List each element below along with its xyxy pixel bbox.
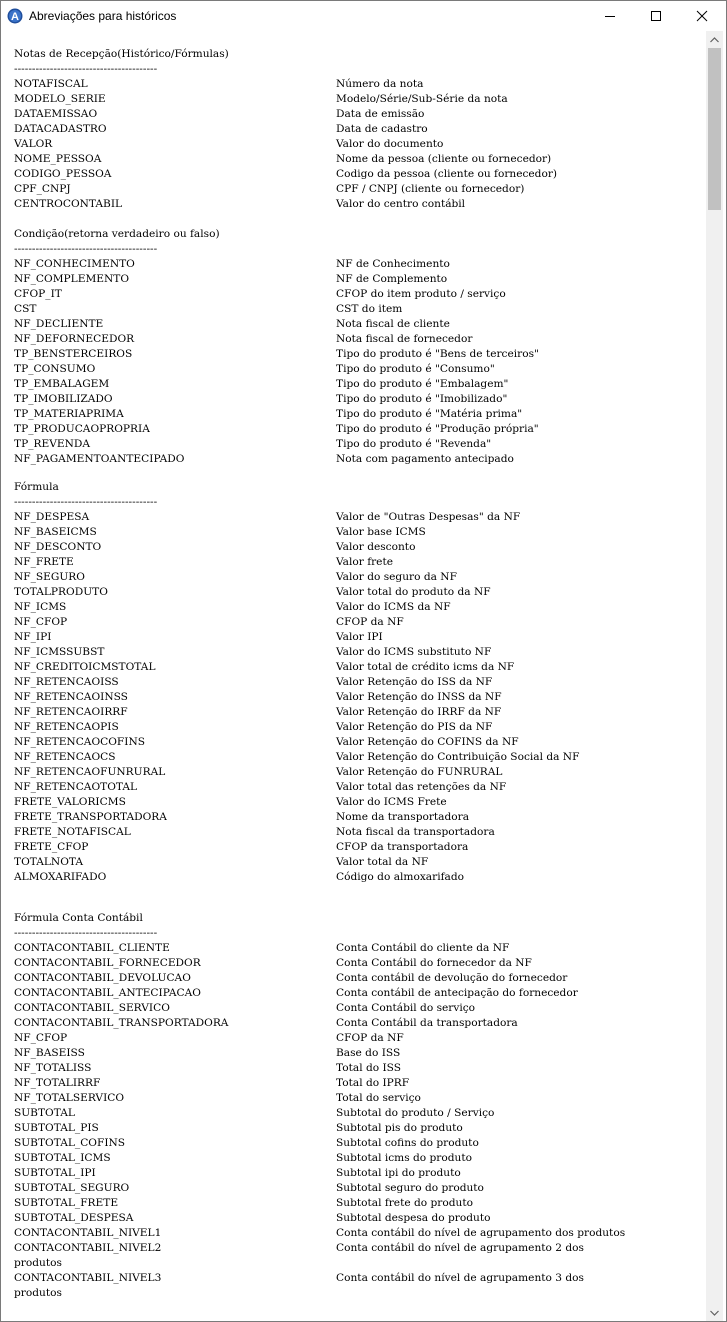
abbreviation-code: NF_ICMSSUBST [14, 646, 105, 658]
abbreviation-description: Nota fiscal de fornecedor [336, 333, 473, 345]
scroll-down-button[interactable] [706, 1304, 723, 1321]
abbreviation-description: Valor do seguro da NF [336, 571, 457, 583]
abbreviation-code: ALMOXARIFADO [14, 871, 107, 883]
abbreviation-code: TP_CONSUMO [14, 363, 96, 375]
abbreviation-description: CFOP da NF [336, 616, 404, 628]
abbreviation-code: NF_RETENCAOFUNRURAL [14, 766, 166, 778]
section-heading: Fórmula Conta Contábil [14, 912, 143, 924]
list-item [14, 1226, 704, 1241]
list-item [14, 810, 704, 825]
abbreviation-description: Subtotal despesa do produto [336, 1212, 491, 1224]
wrapped-rows [14, 1241, 704, 1301]
abbreviation-code: CODIGO_PESSOA [14, 168, 112, 180]
abbreviation-description: Valor Retenção do FUNRURAL [336, 766, 503, 778]
abbreviation-code: CONTACONTABIL_NIVEL1 [14, 1227, 162, 1239]
abbreviation-code: VALOR [14, 138, 53, 150]
list-item [14, 362, 704, 377]
abbreviation-description: Data de emissão [336, 108, 425, 120]
list-item [14, 257, 704, 272]
section-heading: Condição(retorna verdadeiro ou falso) [14, 228, 220, 240]
abbreviation-code: FRETE_TRANSPORTADORA [14, 811, 167, 823]
list-item [14, 1001, 704, 1016]
abbreviation-code: NF_FRETE [14, 556, 74, 568]
list-item [14, 600, 704, 615]
abbreviation-description: Valor IPI [336, 631, 383, 643]
list-item [14, 1061, 704, 1076]
abbreviation-description: Nome da pessoa (cliente ou fornecedor) [336, 153, 552, 165]
abbreviation-code: NF_DECLIENTE [14, 318, 104, 330]
abbreviation-code: NF_TOTALISS [14, 1062, 92, 1074]
abbreviation-code: TP_PRODUCAOPROPRIA [14, 423, 150, 435]
abbreviation-code: NF_SEGURO [14, 571, 85, 583]
abbreviation-code: NF_DESPESA [14, 511, 90, 523]
abbreviation-description: Valor Retenção do INSS da NF [336, 691, 502, 703]
abbreviation-description: Total do ISS [336, 1062, 401, 1074]
abbreviation-description: Tipo do produto é "Consumo" [336, 363, 495, 375]
list-item [14, 1241, 704, 1271]
abbreviation-description: Subtotal pis do produto [336, 1122, 463, 1134]
list-item [14, 92, 704, 107]
list-item [14, 1046, 704, 1061]
abbreviation-code: NF_TOTALSERVICO [14, 1092, 125, 1104]
abbreviation-description: Número da nota [336, 78, 424, 90]
list-item [14, 1211, 704, 1226]
scroll-up-button[interactable] [706, 31, 723, 48]
section-rows [14, 941, 704, 1241]
list-item [14, 167, 704, 182]
list-item [14, 956, 704, 971]
abbreviation-code: SUBTOTAL_IPI [14, 1167, 96, 1179]
abbreviation-description: Valor total de crédito icms da NF [336, 661, 515, 673]
list-item [14, 540, 704, 555]
abbreviation-description: Valor base ICMS [336, 526, 426, 538]
abbreviation-code: TP_MATERIAPRIMA [14, 408, 124, 420]
text-area[interactable] [1, 31, 706, 1321]
list-item [14, 971, 704, 986]
list-item [14, 407, 704, 422]
chevron-down-icon [710, 1310, 719, 1316]
abbreviation-code: CPF_CNPJ [14, 183, 71, 195]
abbreviation-code: MODELO_SERIE [14, 93, 106, 105]
list-item [14, 332, 704, 347]
abbreviation-list [14, 47, 704, 1301]
abbreviation-description: Tipo do produto é "Revenda" [336, 438, 492, 450]
maximize-button[interactable] [633, 1, 679, 31]
abbreviation-code: SUBTOTAL_DESPESA [14, 1212, 134, 1224]
abbreviation-description: Valor do centro contábil [336, 198, 466, 210]
list-item [14, 765, 704, 780]
abbreviation-description: Tipo do produto é "Imobilizado" [336, 393, 508, 405]
list-item [14, 555, 704, 570]
separator-line: ---------------------------------------- [14, 496, 158, 508]
separator-line: ---------------------------------------- [14, 243, 158, 255]
abbreviation-code: NOME_PESSOA [14, 153, 102, 165]
abbreviation-code: SUBTOTAL [14, 1107, 75, 1119]
abbreviation-code: NF_ICMS [14, 601, 67, 613]
list-item [14, 720, 704, 735]
abbreviation-description: Total do serviço [336, 1092, 421, 1104]
list-item [14, 77, 704, 92]
abbreviation-code: TP_IMOBILIZADO [14, 393, 113, 405]
list-item [14, 1196, 704, 1211]
list-item [14, 525, 704, 540]
separator-line: ---------------------------------------- [14, 63, 158, 75]
list-item [14, 437, 704, 452]
section-rows [14, 510, 704, 885]
abbreviation-description: CPF / CNPJ (cliente ou fornecedor) [336, 183, 525, 195]
abbreviation-description: Base do ISS [336, 1047, 401, 1059]
abbreviation-description: CST do item [336, 303, 403, 315]
abbreviation-code: CONTACONTABIL_ANTECIPACAO [14, 987, 201, 999]
list-item [14, 941, 704, 956]
abbreviation-code: NF_RETENCAOCS [14, 751, 116, 763]
list-item [14, 645, 704, 660]
abbreviation-code: NF_DEFORNECEDOR [14, 333, 135, 345]
abbreviation-description: Tipo do produto é "Embalagem" [336, 378, 509, 390]
section-rows [14, 257, 704, 467]
abbreviation-description: Valor do ICMS Frete [336, 796, 447, 808]
abbreviation-code: TP_BENSTERCEIROS [14, 348, 133, 360]
list-item [14, 377, 704, 392]
abbreviation-description: CFOP da transportadora [336, 841, 469, 853]
abbreviation-description: Subtotal do produto / Serviço [336, 1107, 495, 1119]
abbreviation-description: Tipo do produto é "Bens de terceiros" [336, 348, 539, 360]
scroll-thumb[interactable] [708, 48, 721, 210]
list-item [14, 347, 704, 362]
list-item [14, 317, 704, 332]
section-rows [14, 77, 704, 212]
abbreviation-description: Subtotal seguro do produto [336, 1182, 484, 1194]
list-item [14, 855, 704, 870]
close-icon [696, 10, 708, 22]
abbreviation-code: NF_RETENCAOCOFINS [14, 736, 145, 748]
abbreviation-description: Conta Contábil do fornecedor da NF [336, 957, 532, 969]
list-item [14, 1076, 704, 1091]
list-item [14, 302, 704, 317]
abbreviation-description-wrap: produtos [14, 1287, 62, 1299]
abbreviation-code: TP_EMBALAGEM [14, 378, 110, 390]
abbreviation-description: CFOP do item produto / serviço [336, 288, 506, 300]
abbreviation-description: Conta contábil do nível de agrupamento 2 dos [336, 1242, 584, 1254]
abbreviation-description: Codigo da pessoa (cliente ou fornecedor) [336, 168, 558, 180]
list-item [14, 452, 704, 467]
abbreviation-description: Nota fiscal da transportadora [336, 826, 495, 838]
abbreviation-code: NF_CONHECIMENTO [14, 258, 135, 270]
abbreviation-description: Subtotal frete do produto [336, 1197, 473, 1209]
section-heading: Notas de Recepção(Histórico/Fórmulas) [14, 48, 229, 60]
list-item [14, 660, 704, 675]
list-item [14, 705, 704, 720]
window-title: Abreviações para históricos [29, 9, 177, 23]
chevron-up-icon [710, 37, 719, 43]
abbreviation-description: Valor Retenção do Contribuição Social da NF [336, 751, 580, 763]
abbreviation-description: Conta contábil de devolução do fornecedor [336, 972, 568, 984]
abbreviation-code: NF_CFOP [14, 616, 68, 628]
abbreviation-code: CENTROCONTABIL [14, 198, 123, 210]
abbreviation-description: Conta contábil de antecipação do fornecedor [336, 987, 578, 999]
abbreviation-description: Conta contábil do nível de agrupamento 3 dos [336, 1272, 584, 1284]
svg-text:A: A [11, 11, 19, 24]
vertical-scrollbar[interactable] [706, 31, 723, 1321]
list-item [14, 272, 704, 287]
abbreviation-code: NF_CFOP [14, 1032, 68, 1044]
abbreviation-description: Valor de "Outras Despesas" da NF [336, 511, 521, 523]
abbreviation-code: CONTACONTABIL_FORNECEDOR [14, 957, 201, 969]
abbreviation-description: Valor frete [336, 556, 393, 568]
abbreviation-code: CST [14, 303, 37, 315]
abbreviation-code: CONTACONTABIL_NIVEL2 [14, 1242, 162, 1254]
list-item [14, 422, 704, 437]
abbreviation-code: NF_COMPLEMENTO [14, 273, 130, 285]
abbreviation-description: Código do almoxarifado [336, 871, 464, 883]
list-item [14, 585, 704, 600]
abbreviation-description: Subtotal cofins do produto [336, 1137, 479, 1149]
abbreviation-code: FRETE_VALORICMS [14, 796, 126, 808]
abbreviation-description: Subtotal ipi do produto [336, 1167, 461, 1179]
abbreviation-description: Subtotal icms do produto [336, 1152, 472, 1164]
abbreviation-description: Nota com pagamento antecipado [336, 453, 514, 465]
list-item [14, 1136, 704, 1151]
list-item [14, 1181, 704, 1196]
list-item [14, 287, 704, 302]
abbreviation-code: NF_DESCONTO [14, 541, 102, 553]
abbreviation-code: FRETE_CFOP [14, 841, 89, 853]
list-item [14, 1151, 704, 1166]
abbreviation-code: CONTACONTABIL_DEVOLUCAO [14, 972, 191, 984]
close-button[interactable] [679, 1, 725, 31]
list-item [14, 392, 704, 407]
list-item [14, 122, 704, 137]
abbreviation-description: Valor total das retenções da NF [336, 781, 507, 793]
abbreviation-code: SUBTOTAL_COFINS [14, 1137, 126, 1149]
abbreviation-code: SUBTOTAL_PIS [14, 1122, 99, 1134]
abbreviation-description: NF de Complemento [336, 273, 448, 285]
abbreviation-code: SUBTOTAL_ICMS [14, 1152, 111, 1164]
abbreviation-description: Tipo do produto é "Produção própria" [336, 423, 539, 435]
list-item [14, 1091, 704, 1106]
list-item [14, 1106, 704, 1121]
abbreviation-code: NF_RETENCAOTOTAL [14, 781, 138, 793]
app-a-icon [7, 8, 23, 24]
list-item [14, 795, 704, 810]
abbreviation-description: Valor Retenção do PIS da NF [336, 721, 493, 733]
list-item [14, 107, 704, 122]
abbreviation-description: NF de Conhecimento [336, 258, 450, 270]
list-item [14, 510, 704, 525]
abbreviation-code: NF_RETENCAOINSS [14, 691, 128, 703]
list-item [14, 840, 704, 855]
list-item [14, 630, 704, 645]
abbreviation-code: DATACADASTRO [14, 123, 107, 135]
abbreviation-code: NF_IPI [14, 631, 52, 643]
abbreviation-description: Nome da transportadora [336, 811, 470, 823]
abbreviation-description: Conta Contábil do cliente da NF [336, 942, 510, 954]
list-item [14, 570, 704, 585]
abbreviation-description: Conta contábil do nível de agrupamento dos produtos [336, 1227, 626, 1239]
list-item [14, 152, 704, 167]
abbreviation-code: DATAEMISSAO [14, 108, 98, 120]
abbreviation-code: NF_RETENCAOISS [14, 676, 119, 688]
list-item [14, 1121, 704, 1136]
list-item [14, 825, 704, 840]
abbreviation-code: CONTACONTABIL_NIVEL3 [14, 1272, 162, 1284]
abbreviation-description: Valor total do produto da NF [336, 586, 491, 598]
abbreviation-description: Data de cadastro [336, 123, 428, 135]
abbreviation-code: CFOP_IT [14, 288, 62, 300]
list-item [14, 986, 704, 1001]
list-item [14, 182, 704, 197]
abbreviation-code: NF_RETENCAOIRRF [14, 706, 128, 718]
abbreviation-description: Valor total da NF [336, 856, 429, 868]
list-item [14, 1016, 704, 1031]
abbreviation-description: Valor Retenção do COFINS da NF [336, 736, 519, 748]
abbreviation-code: CONTACONTABIL_SERVICO [14, 1002, 170, 1014]
abbreviation-code: SUBTOTAL_SEGURO [14, 1182, 130, 1194]
list-item [14, 735, 704, 750]
abbreviation-description: Valor do ICMS da NF [336, 601, 451, 613]
abbreviation-code: NF_RETENCAOPIS [14, 721, 119, 733]
abbreviation-code: NF_CREDITOICMSTOTAL [14, 661, 156, 673]
list-item [14, 690, 704, 705]
abbreviation-description: Tipo do produto é "Matéria prima" [336, 408, 523, 420]
abbreviation-code: NOTAFISCAL [14, 78, 88, 90]
list-item [14, 750, 704, 765]
abbreviation-code: NF_BASEICMS [14, 526, 97, 538]
abbreviation-description: Nota fiscal de cliente [336, 318, 450, 330]
list-item [14, 870, 704, 885]
list-item [14, 1166, 704, 1181]
abbreviation-description: Valor do documento [336, 138, 444, 150]
abbreviation-description: Conta Contábil do serviço [336, 1002, 476, 1014]
abbreviation-code: SUBTOTAL_FRETE [14, 1197, 119, 1209]
abbreviation-code: CONTACONTABIL_TRANSPORTADORA [14, 1017, 229, 1029]
abbreviation-description-wrap: produtos [14, 1257, 62, 1269]
abbreviation-code: TOTALNOTA [14, 856, 84, 868]
abbreviation-description: Valor Retenção do ISS da NF [336, 676, 493, 688]
abbreviation-description: Total do IPRF [336, 1077, 410, 1089]
abbreviation-code: TP_REVENDA [14, 438, 90, 450]
list-item [14, 137, 704, 152]
list-item [14, 197, 704, 212]
minimize-icon [604, 10, 616, 22]
abbreviation-description: Modelo/Série/Sub-Série da nota [336, 93, 508, 105]
abbreviation-code: FRETE_NOTAFISCAL [14, 826, 131, 838]
abbreviation-description: CFOP da NF [336, 1032, 404, 1044]
abbreviation-description: Valor desconto [336, 541, 416, 553]
abbreviation-description: Conta Contábil da transportadora [336, 1017, 518, 1029]
abbreviation-code: TOTALPRODUTO [14, 586, 108, 598]
abbreviation-code: NF_BASEISS [14, 1047, 85, 1059]
abbreviation-description: Valor do ICMS substituto NF [336, 646, 492, 658]
list-item [14, 615, 704, 630]
abbreviation-code: CONTACONTABIL_CLIENTE [14, 942, 170, 954]
abbreviation-code: NF_TOTALIRRF [14, 1077, 101, 1089]
title-bar[interactable] [1, 1, 726, 31]
maximize-icon [650, 10, 662, 22]
abbreviation-code: NF_PAGAMENTOANTECIPADO [14, 453, 185, 465]
abbreviation-description: Valor Retenção do IRRF da NF [336, 706, 502, 718]
list-item [14, 675, 704, 690]
list-item [14, 1271, 704, 1301]
list-item [14, 780, 704, 795]
section-heading: Fórmula [14, 481, 59, 493]
list-item [14, 1031, 704, 1046]
minimize-button[interactable] [587, 1, 633, 31]
separator-line: ---------------------------------------- [14, 927, 158, 939]
